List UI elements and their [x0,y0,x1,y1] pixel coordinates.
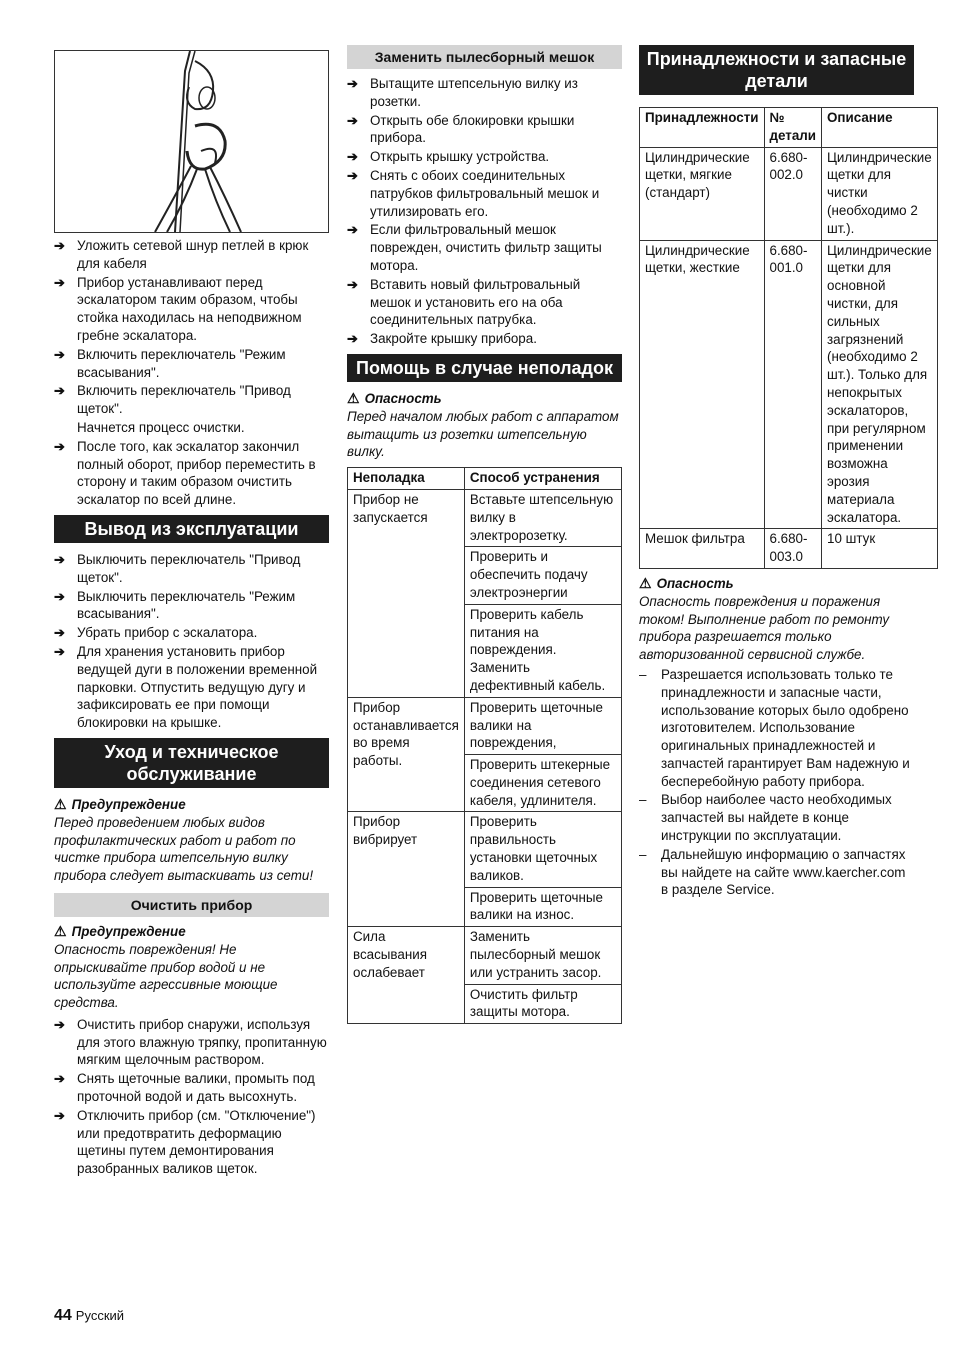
heading-accessories: Принадлежности и запасные детали [639,45,914,95]
warning-triangle-icon: ⚠ [54,922,67,939]
cable-hook-drawing [55,51,328,232]
arrow-icon: ➔ [347,276,358,292]
fix-cell: Проверить кабель питания на повреждения. Заменить дефективный кабель. [464,604,621,697]
page-footer [54,1307,124,1325]
heading-replace-bag: Заменить пылесборный мешок [347,45,622,69]
fix-cell: Заменить пылесборный мешок или устранить засор. [464,927,621,984]
fault-cell: Прибор останавливается во время работы. [348,697,465,812]
part-number-cell: 6.680-002.0 [764,147,822,240]
fix-cell: Проверить щеточные валики на повреждения, [464,697,621,754]
heading-maintenance: Уход и техническое обслуживание [54,738,329,788]
arrow-icon: ➔ [54,346,65,362]
warning-text: Опасность повреждения! Не опрыскивайте прибор водой и не используйте агрессивные моющие средства. [54,941,278,1011]
list-item: ➔ Включить переключатель "Режим всасывания". [54,346,286,380]
list-item: ➔ Очистить прибор снаружи, используя для этого влажную тряпку, пропитанную мягким щелочным раствором. [54,1016,327,1068]
warning-triangle-icon: ⚠ [347,389,360,406]
list-item: ➔ Если фильтровальный мешок поврежден, очистить фильтр защиты мотора. [347,222,602,273]
part-number-cell: 6.680-003.0 [764,529,822,569]
fix-cell: Проверить правильность установки щеточных валиков. [464,812,621,887]
decommission-list [54,551,329,732]
troubleshooting-table [347,467,622,1024]
fix-cell: Проверить щеточные валики на износ. [464,887,621,927]
dash-bullet-icon: – [639,792,647,808]
arrow-icon: ➔ [54,238,65,253]
fix-cell: Очистить фильтр защиты мотора. [464,984,621,1024]
arrow-icon: ➔ [347,149,358,165]
language-label: Русский [75,1308,125,1323]
arrow-icon: ➔ [54,438,65,454]
fix-cell: Проверить и обеспечить подачу электроэнергии [464,547,621,604]
cable-hook-illustration [54,50,329,233]
arrow-icon: ➔ [347,331,358,347]
column-left [54,45,329,1179]
arrow-icon: ➔ [54,1016,65,1032]
list-item: – Дальнейшую информацию о запчастях вы найдете на сайте www.kaercher.com в разделе Service. [639,846,906,898]
arrow-icon: ➔ [347,112,358,128]
heading-troubleshooting: Помощь в случае неполадок [347,354,622,382]
replace-bag-list [347,75,622,348]
fault-cell: Прибор не запускается [348,489,465,697]
table-row [640,240,938,529]
arrow-icon: ➔ [54,1107,65,1123]
column-header: Способ устранения [464,468,621,490]
arrow-icon: ➔ [54,551,65,567]
list-item: ➔ Вытащите штепсельную вилку из розетки. [347,76,578,109]
arrow-icon: ➔ [347,222,358,238]
table-header-row [348,468,622,490]
part-name-cell: Мешок фильтра [640,529,765,569]
list-item: ➔ Уложить сетевой шнур петлей в крюк для кабеля [54,238,309,271]
list-item: – Выбор наиболее часто необходимых запчастей вы найдете в конце инструкции по эксплуатации. [639,792,892,844]
dash-bullet-icon: – [639,666,647,682]
danger-title: ⚠ Опасность [347,389,442,406]
spare-parts-notes [639,666,914,899]
arrow-icon: ➔ [54,625,65,641]
warning-title: ⚠ Предупреждение [54,795,186,812]
arrow-icon: ➔ [54,588,65,604]
arrow-icon: ➔ [54,274,65,290]
page-number: 44 [54,1307,72,1324]
table-header-row [640,108,938,148]
cleaning-steps-list [54,1016,329,1178]
part-name-cell: Цилиндрические щетки, жесткие [640,240,765,529]
part-description-cell: 10 штук [822,529,938,569]
heading-clean-device: Очистить прибор [54,893,329,917]
part-number-cell: 6.680-001.0 [764,240,822,529]
table-row [640,529,938,569]
fix-cell: Вставьте штепсельную вилку в электророзетку. [464,489,621,546]
warning-title: ⚠ Предупреждение [54,922,186,939]
list-item: ➔ Снять щеточные валики, промыть под проточной водой и дать высохнуть. [54,1071,315,1105]
column-header: № детали [764,108,822,148]
list-item: – Разрешается использовать только те принадлежности и запасные части, использование которых было одобрено изготовителем. Использование оригинальных принадлежностей и запчастей гарантирует Вам надежную и бесперебойную работу прибора. [639,666,910,789]
table-row [348,489,622,546]
part-description-cell: Цилиндрические щетки для основной чистки, для сильных загрязнений (необходимо 2 шт.). Только для непокрытых эскалаторов, при регулярном применении возможна эрозия материала эскалатора. [822,240,938,529]
danger-title: ⚠ Опасность [639,574,734,591]
column-header: Принадлежности [640,108,765,148]
list-item: ➔ Прибор устанавливают перед эскалатором таким образом, чтобы стойка находилась на неподвижном гребне эскалатора. [54,274,302,343]
list-item: ➔ Включить переключатель "Привод щеток". [54,383,291,417]
list-item: ➔ Закройте крышку прибора. [347,331,537,347]
column-right [639,45,932,900]
arrow-icon: ➔ [54,1071,65,1087]
list-item: ➔ После того, как эскалатор закончил полный оборот, прибор переместить в сторону и таким образом очистить эскалатор по всей длине. [54,438,316,508]
arrow-icon: ➔ [54,383,65,399]
list-item: ➔ Открыть обе блокировки крышки прибора. [347,112,575,146]
warning-text: Перед проведением любых видов профилактических работ и работ по чистке прибора штепсельную вилку прибора следует вытаскивать из сети! [54,814,314,884]
arrow-icon: ➔ [347,167,358,183]
heading-decommission: Вывод из эксплуатации [54,515,329,543]
warning-triangle-icon: ⚠ [639,574,652,591]
setup-steps-list [54,237,329,509]
arrow-icon: ➔ [347,76,358,91]
accessories-table [639,107,938,569]
arrow-icon: ➔ [54,643,65,659]
list-item: ➔ Выключить переключатель "Привод щеток". [54,551,301,585]
list-item: ➔ Для хранения установить прибор ведущей дуги в положении временной парковки. Отпустить ведущую дугу и зафиксировать ее при помощи блокировки на крышке. [54,643,318,731]
list-item: ➔ Выключить переключатель "Режим всасывания". [54,588,296,622]
list-note: Начнется процесс очистки. [77,419,245,435]
table-row [348,812,622,887]
column-header: Неполадка [348,468,465,490]
danger-text: Перед началом любых работ с аппаратом вытащить из розетки штепсельную вилку. [347,408,619,460]
fault-cell: Сила всасывания ослабевает [348,927,465,1024]
table-row [640,147,938,240]
table-row [348,697,622,754]
part-description-cell: Цилиндрические щетки для чистки (необходимо 2 шт.). [822,147,938,240]
danger-text: Опасность повреждения и поражения током! Выполнение работ по ремонту прибора разрешается только авторизованной сервисной службе. [639,593,890,663]
fix-cell: Проверить штекерные соединения сетевого кабеля, удлинителя. [464,755,621,812]
list-item: ➔ Открыть крышку устройства. [347,149,550,165]
column-middle [347,45,622,1024]
table-row [348,927,622,984]
list-item: ➔ Вставить новый фильтровальный мешок и установить его на оба соединительных патрубка. [347,276,581,328]
warning-triangle-icon: ⚠ [54,795,67,812]
column-header: Описание [822,108,938,148]
list-item: ➔ Снять с обоих соединительных патрубков фильтровальный мешок и утилизировать его. [347,167,600,219]
part-name-cell: Цилиндрические щетки, мягкие (стандарт) [640,147,765,240]
list-item: ➔ Убрать прибор с эскалатора. [54,625,258,641]
list-item: ➔ Отключить прибор (см. "Отключение") или предотвратить деформацию щетины путем демонтирования разобранных валиков щеток. [54,1107,316,1177]
fault-cell: Прибор вибрирует [348,812,465,927]
dash-bullet-icon: – [639,846,647,862]
